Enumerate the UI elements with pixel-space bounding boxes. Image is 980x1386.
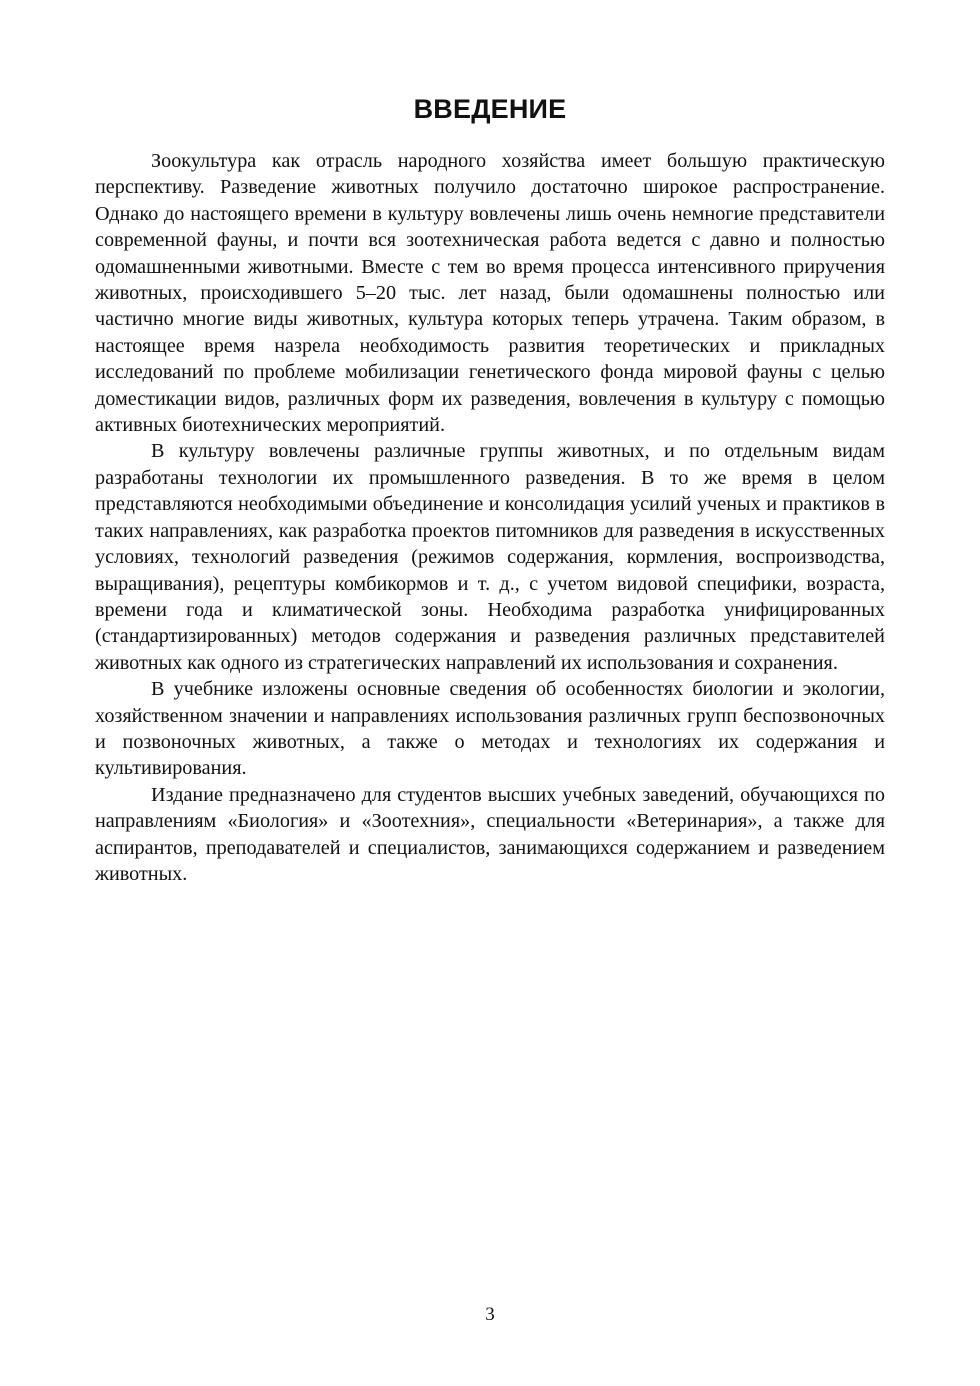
- paragraph-3: В учебнике изложены основные сведения об особенностях биологии и экологии, хозяйственном значении и направлениях использования различных групп беспозвоночных и позвоночных животных, а также о методах и технологиях их содержания и культивирования.: [95, 678, 885, 780]
- section-heading: ВВЕДЕНИЕ: [413, 94, 567, 124]
- body-text: [95, 148, 885, 887]
- paragraph-1: Зоокультура как отрасль народного хозяйства имеет большую практическую перспективу. Разведение животных получило достаточно широкое распространение. Однако до настоящего времени в культуру вовлечены лишь очень немногие представители современной фауны, и почти вся зоотехническая работа ведется с давно и полностью одомашненными животными. Вместе с тем во время процесса интенсивного приручения животных, происходившего 5–20 тыс. лет назад, были одомашнены полностью или частично многие виды животных, культура которых теперь утрачена. Таким образом, в настоящее время назрела необходимость развития теоретических и прикладных исследований по проблеме мобилизации генетического фонда мировой фауны с целью доместикации видов, различных форм их разведения, вовлечения в культуру с помощью активных биотехнических мероприятий.: [95, 150, 885, 437]
- paragraph-2: В культуру вовлечены различные группы животных, и по отдельным видам разработаны технологии их промышленного разведения. В то же время в целом представляются необходимыми объединение и консолидация усилий ученых и практиков в таких направлениях, как разработка проектов питомников для разведения в искусственных условиях, технологий разведения (режимов содержания, кормления, воспроизводства, выращивания), рецептуры комбикормов и т. д., с учетом видовой специфики, возраста, времени года и климатической зоны. Необходима разработка унифицированных (стандартизированных) методов содержания и разведения различных представителей животных как одного из стратегических направлений их использования и сохранения.: [95, 440, 885, 674]
- page-number: 3: [485, 1304, 495, 1325]
- paragraph-4: Издание предназначено для студентов высших учебных заведений, обучающихся по направлениям «Биология» и «Зоотехния», специальности «Ветеринария», а также для аспирантов, преподавателей и специалистов, занимающихся содержанием и разведением животных.: [95, 783, 885, 885]
